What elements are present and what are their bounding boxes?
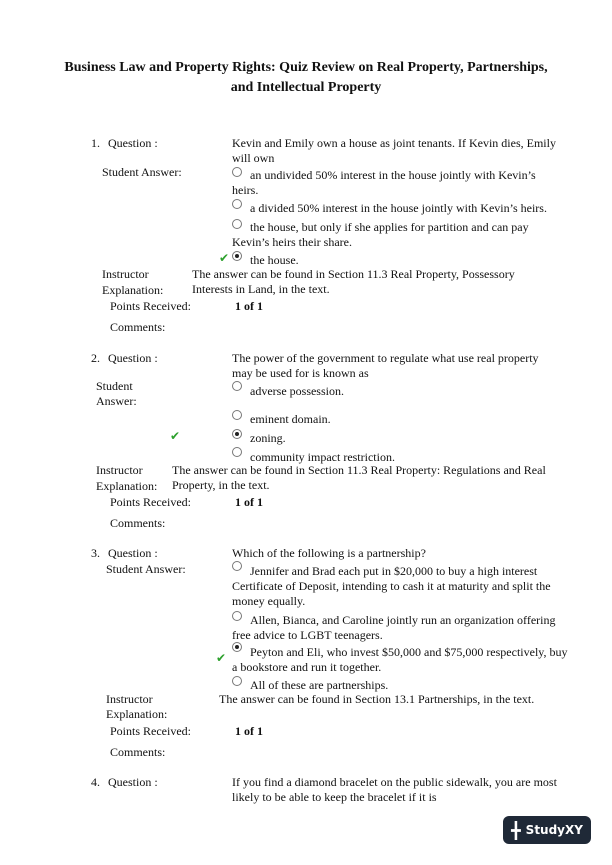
- radio-button-icon[interactable]: [232, 381, 242, 391]
- points-value: 1 of 1: [235, 495, 263, 509]
- answer-option: community impact restriction.: [250, 450, 395, 464]
- question-text: The power of the government to regulate what use real property may be used for is known as: [232, 351, 539, 380]
- question-text: Kevin and Emily own a house as joint tenants. If Kevin dies, Emily will own: [232, 136, 556, 165]
- points-value: 1 of 1: [235, 299, 263, 313]
- answer-option: the house.: [250, 253, 299, 267]
- answer-option: Peyton and Eli, who invest $50,000 and $75,000 respectively, buy a bookstore and run it together.: [232, 645, 568, 674]
- points-value: 1 of 1: [235, 724, 263, 738]
- instructor-label: Instructor: [106, 692, 153, 706]
- instructor-explanation: The answer can be found in Section 13.1 Partnerships, in the text.: [219, 692, 535, 706]
- checkmark-icon: ✔: [216, 651, 227, 665]
- question-number: 1.: [91, 136, 100, 150]
- answer-label: Answer:: [96, 394, 137, 408]
- student-answer-label: Student Answer:: [102, 165, 182, 179]
- studyxy-logo: [503, 816, 591, 844]
- question-text: If you find a diamond bracelet on the public sidewalk, you are most likely to be able to keep the bracelet if it is: [232, 775, 557, 804]
- plus-icon: ╋: [511, 820, 521, 840]
- answer-option: All of these are partnerships.: [250, 678, 389, 692]
- points-received-label: Points Received:: [110, 724, 191, 738]
- radio-button-icon[interactable]: [232, 410, 242, 420]
- answer-option: an undivided 50% interest in the house jointly with Kevin’s heirs.: [232, 168, 536, 197]
- question-label: Question :: [108, 351, 158, 365]
- question-label: Question :: [108, 136, 158, 150]
- question-text: Which of the following is a partnership?: [232, 546, 426, 560]
- student-label: Student: [96, 379, 133, 393]
- points-received-label: Points Received:: [110, 299, 191, 313]
- radio-button-icon[interactable]: [232, 429, 242, 439]
- question-number: 4.: [91, 775, 100, 789]
- question-number: 3.: [91, 546, 100, 560]
- answer-option: zoning.: [250, 431, 286, 445]
- student-answer-label: Student Answer:: [106, 562, 186, 576]
- instructor-explanation: The answer can be found in Section 11.3 Real Property, Possessory Interests in Land, in the text.: [192, 267, 515, 296]
- answer-option: the house, but only if she applies for partition and can pay Kevin’s heirs their share.: [232, 220, 529, 249]
- instructor-label: Instructor: [102, 267, 149, 281]
- comments-label: Comments:: [110, 745, 166, 759]
- points-received-label: Points Received:: [110, 495, 191, 509]
- radio-button-icon[interactable]: [232, 251, 242, 261]
- instructor-explanation: The answer can be found in Section 11.3 Real Property: Regulations and Real Property, in the text.: [172, 463, 546, 492]
- answer-option: adverse possession.: [250, 384, 344, 398]
- answer-option: Jennifer and Brad each put in $20,000 to buy a high interest Certificate of Deposit, intending to cash it at maturity and split the money equally.: [232, 564, 551, 608]
- explanation-label: Explanation:: [106, 707, 168, 721]
- question-label: Question :: [108, 775, 158, 789]
- explanation-label: Explanation:: [96, 479, 158, 493]
- comments-label: Comments:: [110, 516, 166, 530]
- radio-button-icon[interactable]: [232, 447, 242, 457]
- question-number: 2.: [91, 351, 100, 365]
- comments-label: Comments:: [110, 320, 166, 334]
- instructor-label: Instructor: [96, 463, 143, 477]
- logo-text: StudyXY: [525, 823, 583, 837]
- checkmark-icon: ✔: [170, 429, 181, 443]
- checkmark-icon: ✔: [219, 251, 230, 265]
- answer-option: a divided 50% interest in the house jointly with Kevin’s heirs.: [250, 201, 547, 215]
- question-label: Question :: [108, 546, 158, 560]
- radio-button-icon[interactable]: [232, 676, 242, 686]
- answer-option: Allen, Bianca, and Caroline jointly run an organization offering free advice to LGBT teenagers.: [232, 613, 556, 642]
- page-title: Business Law and Property Rights: Quiz Review on Real Property, Partnerships, and Intellectual Property: [64, 60, 548, 95]
- explanation-label: Explanation:: [102, 283, 164, 297]
- answer-option: eminent domain.: [250, 412, 331, 426]
